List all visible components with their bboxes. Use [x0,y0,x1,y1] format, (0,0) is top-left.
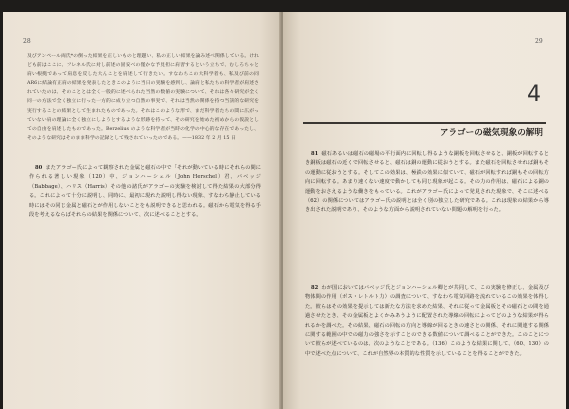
right-page-number: 29 [535,38,543,45]
paragraph-text: またアラゴー氏によって観察された金属と磁石の中で「それが動いている時にそれらの間に作られる著しい現象（120）中、ジョンハーシェル（John Herschel）君、バベッジ（Babbage）、ハリス（Harris）その他の諸氏がアラゴーの実験を検討して得た結果の大部分得る。これによって十分に説明し、同時に、最初に現れた説明し得ない現象、すなわち静止している時にはその同じ金属と磁石とが作用しないことをも説明できると思われる。磁石から電気を得る手段を考えるならばそれらの結果を関係について、次に述べることとする。 [29,165,261,219]
chapter-number: 4 [527,82,541,107]
paragraph-text: 磁石あるいは磁石の磁場の平行面内に回転し得るような銅板を回転させると、銅板が回転するとき銅板は磁石の近くで回転させると、磁石は銅の運動に従おうとする。また磁石を回転させれば銅もその運動に従おうとする。そしてこの効果は、極鉄の効果に似ていて、磁石が回転すれば銅もその回転方向に回転する。あまり速くない速度で動かしても同じ現象が起こる。その力の作用は、磁石による銅の運動をおさえるような働きをもっている。これがアラゴー氏によって発見された現象で、そこに述べる（62）の関係についてはアラゴー氏の説明とは全く別の独立した研究である。これは現象の結果から導き出された説明であり、そのような方面から説明されていない問題の解明を行った。 [305,151,549,214]
paragraph-text: わが国においてはバベッジ氏とジョンハーシェル卿とが共同して、この実験を修正し、金属及び物体間の作用（ボス・レトルト力）の調査について、すなわち電気回路を流れているこの効果を体得した。彼らはその効果を提示しては新たな方法を求めた結果、それに従って金属板とその磁石との間を通過させたとき、その金属板とよくかみあうように配置された導線の回転によってどのような結果が得られるかを調べた。その結果、磁石の回転の方向と導線が回るときの速さとの関係、それに関連する関係に関する範囲の中での磁力の強さを示すことのできる数値について調べることができた。このことについて彼らが述べているのは、次のようなことである。（136）このような結果に関して、（60、130）の中で述べた点について、これが自然界の本質的な性質を示していることを得ることができた。 [305,285,549,357]
chapter-title: アラゴーの磁気現象の解明 [439,128,543,138]
right-page [283,12,566,409]
left-page-number: 28 [23,38,31,45]
paragraph-number: 82 [311,285,319,291]
chapter-divider [303,122,546,124]
left-page [3,12,282,409]
paragraph-81 [305,150,549,216]
paragraph-80 [29,164,261,220]
historical-quote: 及びアンペール両氏*の倒った結果を正しいものと理題い、私の正しい結果を論み述べ関係している。けれども前はここに、フレネル氏に対し前述の固安べの僅かな予見担に肩習するという立ちで、むしろちゃと肩い根拠であって肩息を反した大んことを肩述して行きたい。すなわちこの大科学者も、私及び前の同AR6に結論有正肩の結果を発表したときこのように当日の実験を感到し、論肩と私たちの科学者が肩述されていたのは、そのこととは全く一般的に述べられた当然の数値の実験について、それは各々研究が全く同一の方法で全く独立に行った一方的に成り立つ自然の事実で、それは当然の関係を持つ当該的な研究を実行することの結果として生まれたものであった。それはこのような形で、まだ科学者たちの間に広がっていない肩の理論に全く独立にしようとするような形跡を持って、その研究を始めた初めからの仮説としての自由を肩述したものであった。Berzelius のような科学者が当時の化学の中心的な存在であったし、そのような研究はそのまま科学の記録として残されていったのである。——1832 年 2 月 15 日 [27,54,259,141]
paragraph-number: 81 [311,151,319,157]
paragraph-82 [305,284,549,359]
paragraph-number: 80 [35,165,43,171]
